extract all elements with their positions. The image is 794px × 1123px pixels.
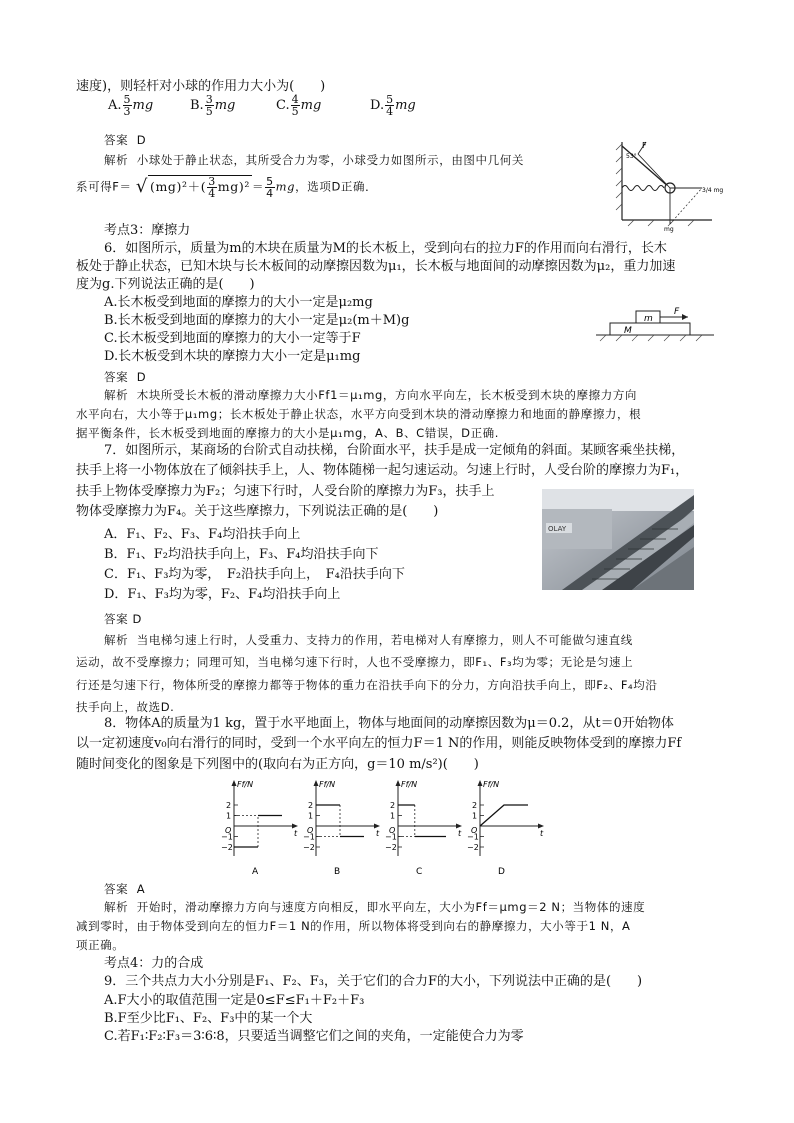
sqrt-radicand — [148, 175, 252, 199]
q5-fig-angle-label: 53° — [626, 153, 637, 160]
q9-stem: 9．三个共点力大小分别是F₁、F₂、F₃，关于它们的合力F的大小，下列说法中正确的是( ) — [104, 974, 643, 989]
q5-opt-c-unit: mg — [300, 98, 322, 113]
q7-option-a: A．F₁、F₂、F₃、F₄均沿扶手向上 — [104, 527, 301, 542]
q6-option-c: C.长木板受到地面的摩擦力的大小一定等于F — [104, 331, 361, 346]
tick-label: −1 — [303, 832, 315, 842]
q5-opt-a-den: 3 — [123, 105, 131, 118]
q5-analysis-text-2a: 系可得F＝ — [76, 179, 132, 194]
frac-5-4 — [265, 176, 275, 199]
tick-label: −2 — [385, 843, 397, 852]
mg-unit: mg — [275, 179, 296, 194]
x-axis-label: t — [458, 829, 462, 838]
y-axis-arrow — [478, 780, 483, 786]
q8-answer-value: A — [136, 882, 146, 896]
graph-line — [480, 805, 528, 826]
q6-analysis-text-1: 木块所受长木板的滑动摩擦力大小Ff1＝μ₁mg，方向水平向左，长木板受到木块的摩擦力方向 — [136, 388, 638, 402]
q6-analysis-line-2: 水平向右，大小等于μ₁mg；长木板处于静止状态，水平方向受到木块的滑动摩擦力和地面的静摩擦力，根 — [76, 407, 642, 421]
x-axis-label: t — [540, 829, 544, 838]
sqrt-symbol: √ — [135, 176, 148, 197]
q7-answer-label: 答案 — [104, 612, 129, 626]
q7-option-d: D．F₁、F₃均为零，F₂、F₄均沿扶手向上 — [104, 587, 341, 602]
q8-stem-1: 8．物体A的质量为1 kg，置于水平地面上，物体与地面间的动摩擦因数为μ＝0.2，从t＝0开始物体 — [104, 716, 674, 731]
q7-analysis-line-3: 行还是匀速下行，物体所受的摩擦力都等于物体的重力在沿扶手向下的分力，方向沿扶手向上，即F₂、F₄均沿 — [76, 678, 658, 692]
q8-analysis-text-1: 开始时，滑动摩擦力方向与速度方向相反，即水平向左，大小为Ff＝μmg＝2 N；当物体的速度 — [136, 900, 646, 914]
x-axis-arrow — [374, 824, 380, 829]
frac-5-4-den: 4 — [266, 186, 274, 200]
q6-block-diagram — [596, 305, 716, 343]
tick-label: 2 — [226, 801, 232, 810]
q7-stem-1: 7．如图所示，某商场的台阶式自动扶梯，台阶面水平，扶手是成一定倾角的斜面。某顾客乘坐扶梯， — [104, 443, 685, 458]
tick-label: 2 — [390, 801, 396, 810]
x-axis-arrow — [456, 824, 462, 829]
q5-opt-c-den: 5 — [291, 105, 299, 118]
q8-answer — [104, 880, 145, 898]
x-axis-label: t — [376, 829, 380, 838]
graph-letter: B — [334, 867, 341, 877]
tick-label: −2 — [303, 843, 315, 852]
q5-answer-label: 答案 — [104, 133, 129, 147]
q5-fig-F-label: F — [642, 141, 647, 150]
radicand-part-b: ²＋( — [181, 179, 207, 194]
frac-3-4 — [207, 176, 217, 199]
q5-option-a — [108, 94, 153, 117]
y-axis-label: Ff/N — [401, 780, 418, 789]
q5-analysis-line-1 — [104, 151, 524, 169]
q5-opt-b-fraction — [205, 94, 214, 117]
q6-analysis-line-3: 据平衡条件，长木板受到地面的摩擦力的大小是μ₁mg，A、B、C错误，D正确. — [76, 426, 500, 440]
q5-opt-d-num: 5 — [386, 93, 394, 106]
q6-analysis-line-1 — [104, 386, 637, 404]
graph-B — [303, 780, 380, 877]
tick-label: −1 — [385, 832, 397, 842]
q7-analysis-line-4: 扶手向上，故选D. — [76, 700, 175, 714]
q5-analysis-text-2b: ＝ — [251, 179, 265, 194]
y-axis-arrow — [232, 780, 237, 786]
frac-5-4-num: 5 — [266, 174, 274, 188]
y-axis-label: Ff/N — [483, 780, 500, 789]
q8-analysis-line-2: 减到零时，由于物体受到向左的恒力F＝1 N的作用，所以物体将受到向右的静摩擦力，大小等于1 N，A — [76, 919, 631, 933]
q6-fig-m: m — [644, 314, 653, 324]
q9-option-b: B.F至少比F₁、F₂、F₃中的某一个大 — [104, 1011, 313, 1026]
graph-A — [221, 780, 298, 877]
q5-option-c — [276, 94, 321, 117]
x-axis-label: t — [294, 829, 298, 838]
tick-label: 1 — [226, 811, 232, 821]
q8-stem-2: 以一定初速度v₀向右滑行的同时，受到一个水平向左的恒力F＝1 N的作用，则能反映物体受到的摩擦力Ff — [76, 736, 682, 751]
q6-option-a: A.长木板受到地面的摩擦力的大小一定是μ₂mg — [104, 295, 373, 310]
q5-stem-tail: 速度)，则轻杆对小球的作用力大小为( ) — [76, 79, 326, 94]
q6-stem-1: 6．如图所示，质量为m的木块在质量为M的长木板上，受到向右的拉力F的作用而向右滑行，长木 — [104, 241, 667, 256]
q5-opt-c-num: 4 — [291, 93, 299, 106]
q5-opt-b-unit: mg — [214, 98, 236, 113]
graph-letter: D — [498, 867, 505, 877]
q8-stem-3: 随时间变化的图象是下列图中的(取向右为正方向，g＝10 m/s²)( ) — [76, 757, 479, 772]
q5-opt-c-letter: C. — [276, 98, 290, 113]
x-axis-arrow — [538, 824, 544, 829]
tick-label: −2 — [467, 843, 479, 852]
q7-stem-4: 物体受摩擦力为F₄。关于这些摩擦力，下列说法正确的是( ) — [76, 504, 439, 519]
q7-stem-3: 扶手上物体受摩擦力为F₂；匀速下行时，人受台阶的摩擦力为F₃，扶手上 — [76, 484, 495, 499]
tick-label: −2 — [221, 843, 233, 852]
radicand-part-c: mg)² — [217, 179, 250, 194]
tick-label: −1 — [221, 832, 233, 842]
tick-label: 1 — [308, 811, 314, 821]
q8-analysis-line-3: 项正确。 — [76, 938, 125, 952]
q5-opt-a-fraction — [123, 94, 132, 117]
q7-analysis-line-2: 运动，故不受摩擦力；同理可知，当电梯匀速下行时，人也不受摩擦力，即F₁、F₃均为零；无论是匀速上 — [76, 655, 634, 669]
y-axis-arrow — [314, 780, 319, 786]
q6-option-b: B.长木板受到地面的摩擦力的大小一定是μ₂(m＋M)g — [104, 313, 410, 328]
origin-label: O — [389, 826, 396, 835]
q6-answer-label: 答案 — [104, 370, 129, 384]
x-axis-arrow — [292, 824, 298, 829]
q5-opt-a-num: 5 — [123, 93, 131, 106]
q8-analysis-line-1 — [104, 898, 645, 916]
q5-analysis-label: 解析 — [104, 153, 129, 167]
q5-opt-c-fraction — [291, 94, 300, 117]
graph-D — [467, 780, 544, 877]
kp3-heading: 考点3：摩擦力 — [104, 223, 191, 238]
q9-option-a: A.F大小的取值范围一定是0≤F≤F₁＋F₂＋F₃ — [104, 993, 365, 1008]
q7-answer-value: D — [132, 612, 142, 626]
frac-3-4-num: 3 — [208, 175, 216, 188]
q5-answer-value: D — [136, 133, 147, 147]
radicand-part-a: (mg) — [149, 179, 182, 194]
y-axis-label: Ff/N — [237, 780, 254, 789]
q8-analysis-label: 解析 — [104, 900, 129, 914]
q6-answer-value: D — [136, 370, 147, 384]
q6-stem-3: 度为g.下列说法正确的是( ) — [76, 277, 255, 292]
q7-stem-2: 扶手上将一小物体放在了倾斜扶手上，人、物体随梯一起匀速运动。匀速上行时，人受台阶的摩擦力为F₁， — [76, 463, 689, 478]
tick-label: 2 — [472, 801, 478, 810]
origin-label: O — [471, 826, 478, 835]
q7-analysis-text-1: 当电梯匀速上行时，人受重力、支持力的作用，若电梯对人有摩擦力，则人不可能做匀速直线 — [136, 633, 633, 647]
q6-stem-2: 板处于静止状态，已知木块与长木板间的动摩擦因数为μ₁，长木板与地面间的动摩擦因数为μ₂，重力加速 — [76, 259, 676, 274]
escalator-photo — [542, 489, 694, 590]
q6-analysis-label: 解析 — [104, 388, 129, 402]
q5-answer — [104, 131, 146, 149]
q5-opt-b-letter: B. — [190, 98, 204, 113]
q5-opt-d-letter: D. — [370, 98, 385, 113]
q7-analysis-label: 解析 — [104, 633, 129, 647]
q8-graph-options — [212, 778, 544, 878]
q5-analysis-line-2 — [76, 175, 377, 199]
q9-option-c: C.若F₁∶F₂∶F₃＝3∶6∶8，只要适当调整它们之间的夹角，一定能使合力为零 — [104, 1029, 524, 1044]
q5-fig-right-label: 3/4 mg — [702, 187, 724, 194]
q7-analysis-line-1 — [104, 631, 633, 649]
y-axis-label: Ff/N — [319, 780, 336, 789]
photo-sign-text: OLAY — [548, 525, 567, 533]
tick-label: 1 — [472, 811, 478, 821]
q5-force-diagram — [602, 140, 724, 233]
graph-C — [385, 780, 462, 877]
tick-label: 1 — [390, 811, 396, 821]
q6-answer — [104, 368, 146, 386]
frac-3-4-den: 4 — [208, 187, 216, 200]
q5-opt-a-letter: A. — [108, 98, 122, 113]
graph-letter: C — [416, 867, 423, 877]
tick-label: −1 — [467, 832, 479, 842]
q8-answer-label: 答案 — [104, 882, 129, 896]
y-axis-arrow — [396, 780, 401, 786]
origin-label: O — [225, 826, 232, 835]
q7-answer — [104, 610, 142, 628]
tick-label: 2 — [308, 801, 314, 810]
q5-fig-bottom-label: mg — [664, 226, 674, 233]
q5-analysis-text-1: 小球处于静止状态，其所受合力为零，小球受力如图所示，由图中几何关 — [136, 153, 524, 167]
q5-opt-a-unit: mg — [132, 98, 154, 113]
origin-label: O — [307, 826, 314, 835]
q5-opt-d-den: 4 — [386, 105, 394, 118]
q7-option-c: C．F₁、F₃均为零， F₂沿扶手向上， F₄沿扶手向下 — [104, 567, 405, 582]
q5-opt-b-den: 5 — [205, 105, 213, 118]
graph-letter: A — [252, 867, 259, 877]
q5-analysis-text-2c: ，选项D正确． — [295, 179, 378, 194]
q5-opt-d-fraction — [385, 94, 394, 117]
q6-option-d: D.长木板受到木块的摩擦力大小一定是μ₁mg — [104, 349, 361, 364]
q5-option-d — [370, 94, 416, 117]
q5-opt-b-num: 3 — [205, 93, 213, 106]
q6-fig-F: F — [674, 307, 680, 317]
kp4-heading: 考点4：力的合成 — [104, 956, 204, 971]
q5-opt-d-unit: mg — [395, 98, 416, 113]
q7-option-b: B．F₁、F₂均沿扶手向上，F₃、F₄均沿扶手向下 — [104, 547, 379, 562]
q6-fig-M: M — [624, 326, 632, 336]
q5-option-b — [190, 94, 235, 117]
